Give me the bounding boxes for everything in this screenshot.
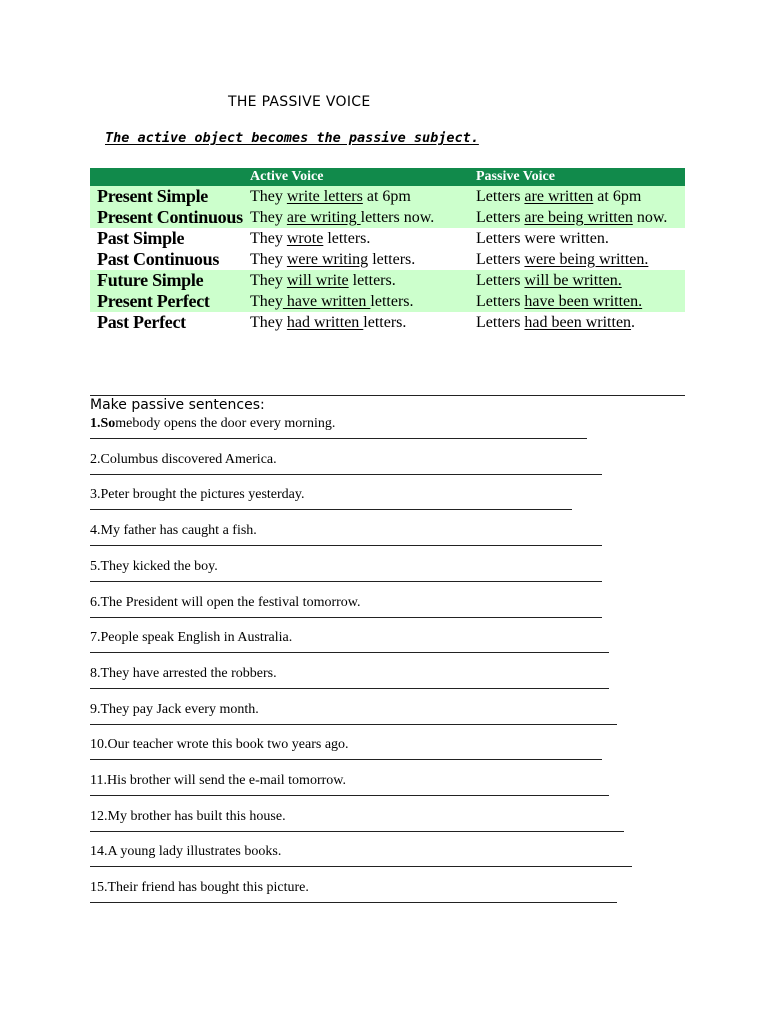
- sentence-part: .: [631, 314, 636, 331]
- tense-name: Future Simple: [90, 270, 243, 291]
- sentence-part: letters.: [370, 293, 414, 310]
- verb-phrase: wrote: [286, 230, 324, 247]
- sentence-part: letters.: [368, 251, 416, 268]
- sentence-part: They: [250, 314, 287, 331]
- answer-line[interactable]: [90, 759, 602, 760]
- exercise-sentence: 3.Peter brought the pictures yesterday.: [90, 487, 305, 503]
- table-row: [90, 249, 685, 270]
- verb-phrase: write letters: [286, 188, 363, 205]
- answer-line[interactable]: [90, 474, 602, 475]
- tense-name: Past Continuous: [90, 249, 243, 270]
- exercise-item: [90, 630, 292, 646]
- section-divider: [90, 395, 685, 396]
- exercise-sentence: 6.The President will open the festival tomorrow.: [90, 594, 361, 610]
- active-voice-example: [243, 207, 469, 228]
- sentence-part: Letters were written.: [476, 230, 609, 247]
- sentence-part: They: [250, 251, 287, 268]
- exercise-item: [90, 559, 218, 575]
- answer-line[interactable]: [90, 795, 609, 796]
- exercise-item: [90, 595, 360, 611]
- exercise-item: [90, 773, 346, 789]
- sentence-part: They: [250, 188, 287, 205]
- exercise-sentence: 15.Their friend has bought this picture.: [90, 880, 309, 896]
- verb-phrase: were being written.: [524, 251, 649, 268]
- tense-name: Past Perfect: [90, 312, 243, 333]
- exercise-number: 1.So: [90, 416, 116, 431]
- sentence-part: Letters: [476, 293, 525, 310]
- exercise-sentence: 10.Our teacher wrote this book two years ago.: [90, 737, 349, 753]
- header-tense: [90, 168, 243, 186]
- passive-voice-example: [469, 291, 685, 312]
- sentence-part: They: [250, 272, 287, 289]
- active-voice-example: [243, 186, 469, 207]
- sentence-part: They: [250, 230, 287, 247]
- sentence-part: Letters: [476, 272, 525, 289]
- exercise-item: [90, 666, 277, 682]
- sentence-part: letters now.: [360, 209, 435, 226]
- active-voice-example: [243, 312, 469, 333]
- exercise-sentence: 12.My brother has built this house.: [90, 808, 286, 824]
- exercise-item: [90, 487, 304, 503]
- answer-line[interactable]: [90, 652, 609, 653]
- sentence-part: Letters: [476, 251, 525, 268]
- exercise-item: [90, 737, 349, 753]
- exercise-item: [90, 452, 277, 468]
- exercise-item: [90, 416, 335, 432]
- exercise-item: [90, 523, 257, 539]
- verb-phrase: will write: [286, 272, 349, 289]
- exercise-sentence: 2.Columbus discovered America.: [90, 451, 277, 467]
- sentence-part: letters.: [363, 314, 407, 331]
- answer-line[interactable]: [90, 724, 617, 725]
- header-passive-voice: Passive Voice: [469, 168, 685, 186]
- answer-line[interactable]: [90, 509, 572, 510]
- answer-line[interactable]: [90, 581, 602, 582]
- sentence-part: letters.: [348, 272, 396, 289]
- table-row: [90, 312, 685, 333]
- exercise-item: [90, 880, 309, 896]
- tense-name: Present Continuous: [90, 207, 243, 228]
- exercise-sentence: 5.They kicked the boy.: [90, 558, 218, 574]
- answer-line[interactable]: [90, 617, 602, 618]
- active-voice-example: [243, 270, 469, 291]
- exercise-item: [90, 702, 259, 718]
- answer-line[interactable]: [90, 866, 632, 867]
- answer-line[interactable]: [90, 438, 587, 439]
- exercise-sentence: mebody opens the door every morning.: [115, 416, 336, 431]
- verb-phrase: are being written: [524, 209, 633, 226]
- subtitle-rule: The active object becomes the passive subject.: [105, 130, 479, 146]
- answer-line[interactable]: [90, 545, 602, 546]
- exercise-sentence: 7.People speak English in Australia.: [90, 630, 293, 646]
- table-row: [90, 228, 685, 249]
- verb-phrase: were writing: [286, 251, 369, 268]
- sentence-part: at 6pm: [593, 188, 642, 205]
- verb-phrase: have been written.: [524, 293, 643, 310]
- tense-name: Present Perfect: [90, 291, 243, 312]
- passive-voice-example: [469, 186, 685, 207]
- sentence-part: Letters: [476, 314, 525, 331]
- passive-voice-example: [469, 270, 685, 291]
- exercise-heading: Make passive sentences:: [90, 397, 265, 413]
- table-row: [90, 186, 685, 207]
- sentence-part: Letters: [476, 209, 525, 226]
- table-row: [90, 291, 685, 312]
- sentence-part: now.: [632, 209, 668, 226]
- active-voice-example: [243, 291, 469, 312]
- passive-voice-example: [469, 228, 685, 249]
- active-voice-example: [243, 249, 469, 270]
- sentence-part: They: [250, 209, 287, 226]
- verb-phrase: are writing: [286, 209, 361, 226]
- sentence-part: at 6pm: [362, 188, 411, 205]
- passive-voice-example: [469, 207, 685, 228]
- verb-phrase: had been written: [524, 314, 632, 331]
- answer-line[interactable]: [90, 902, 617, 903]
- header-active-voice: Active Voice: [243, 168, 469, 186]
- verb-phrase: are written: [524, 188, 594, 205]
- exercise-sentence: 4.My father has caught a fish.: [90, 523, 257, 539]
- table-row: [90, 207, 685, 228]
- answer-line[interactable]: [90, 831, 624, 832]
- sentence-part: letters.: [323, 230, 371, 247]
- table-row: [90, 270, 685, 291]
- passive-voice-example: [469, 249, 685, 270]
- table-header-row: [90, 168, 685, 186]
- sentence-part: Letters: [476, 188, 525, 205]
- page-title: THE PASSIVE VOICE: [228, 94, 371, 110]
- exercise-sentence: 9.They pay Jack every month.: [90, 701, 259, 717]
- active-voice-example: [243, 228, 469, 249]
- exercise-sentence: 11.His brother will send the e-mail tomorrow.: [90, 773, 346, 788]
- exercise-sentence: 14.A young lady illustrates books.: [90, 844, 282, 860]
- verb-phrase: will be written.: [524, 272, 622, 289]
- tense-name: Past Simple: [90, 228, 243, 249]
- verb-phrase: had written: [286, 314, 364, 331]
- sentence-part: They: [250, 293, 283, 310]
- exercise-sentence: 8.They have arrested the robbers.: [90, 665, 277, 681]
- exercise-item: [90, 844, 281, 860]
- verb-phrase: have written: [282, 293, 371, 310]
- exercise-item: [90, 809, 286, 825]
- answer-line[interactable]: [90, 688, 609, 689]
- passive-voice-table: [90, 168, 685, 333]
- tense-name: Present Simple: [90, 186, 243, 207]
- passive-voice-example: [469, 312, 685, 333]
